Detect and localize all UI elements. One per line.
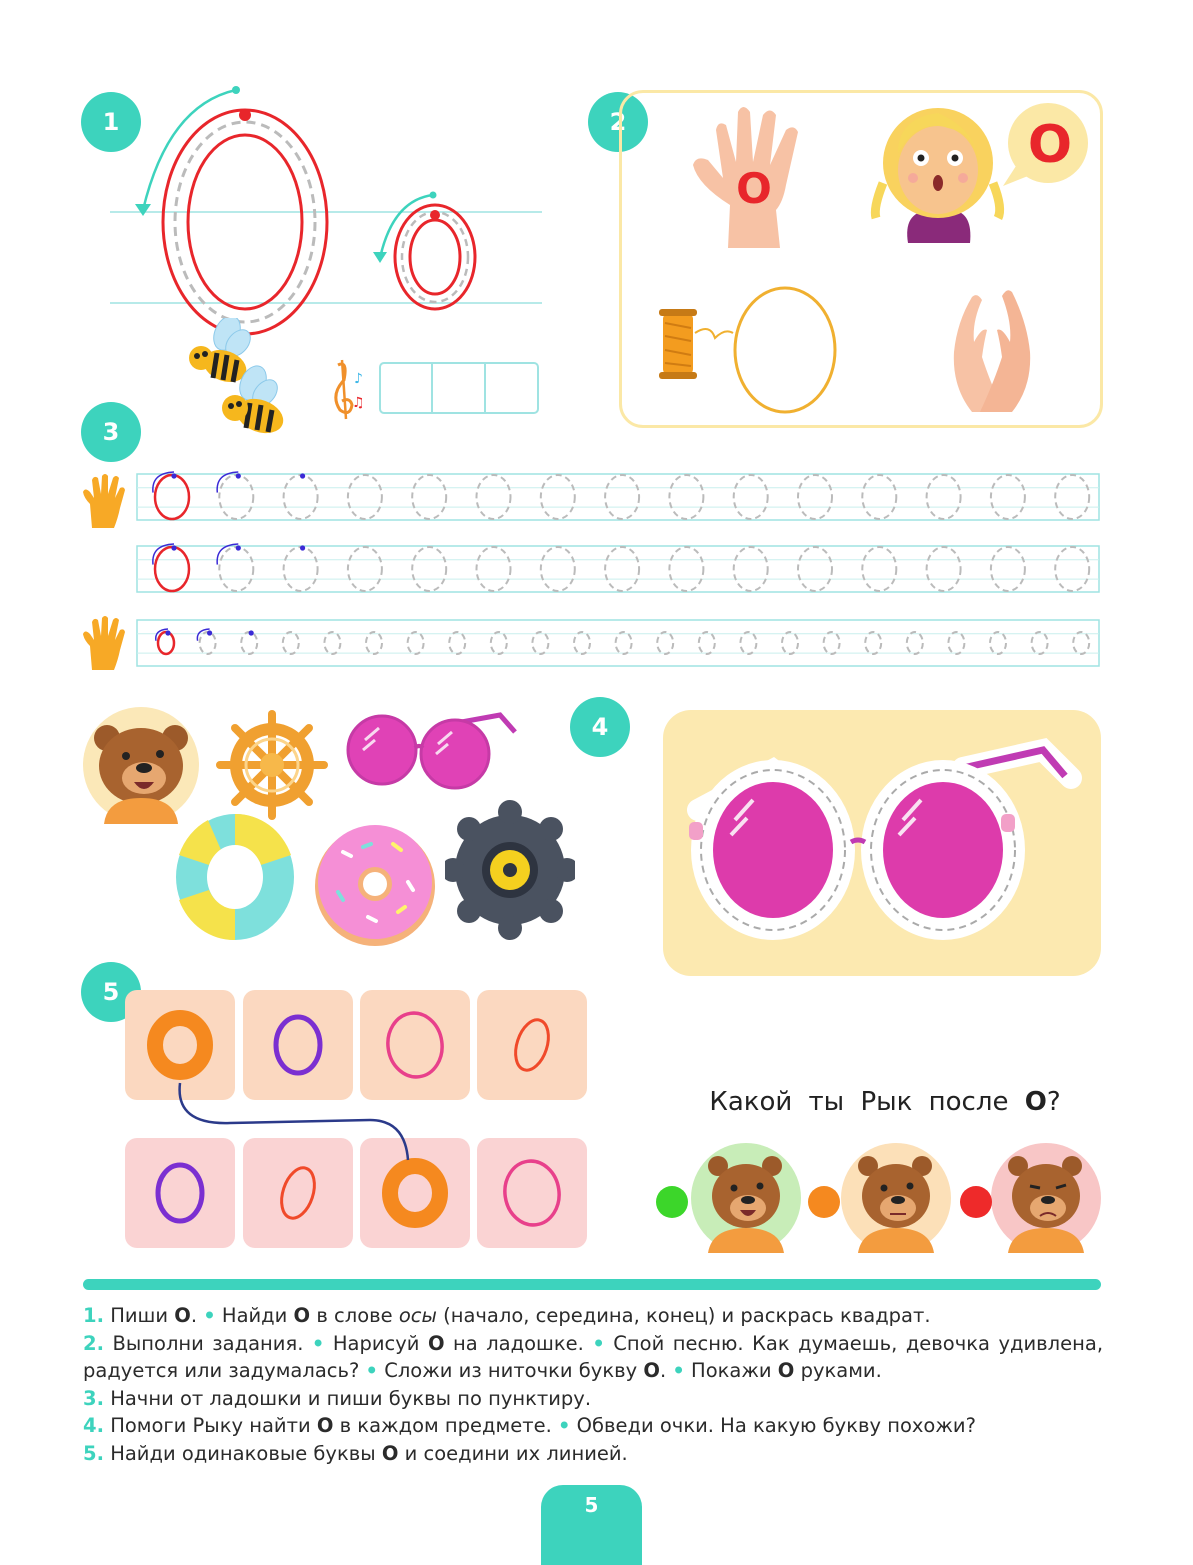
dashed-letter xyxy=(241,632,257,654)
svg-text:О: О xyxy=(1027,115,1073,175)
row-frame xyxy=(137,620,1099,666)
instruction-4: 4. Помоги Рыку найти О в каждом предмете. • Обведи очки. На какую букву похожи? xyxy=(83,1414,976,1438)
dashed-letter xyxy=(927,547,961,591)
happy-bear xyxy=(708,1156,784,1253)
page-number: 5 xyxy=(541,1485,642,1565)
dashed-letter xyxy=(862,475,896,519)
connecting-line xyxy=(170,1075,420,1165)
music-and-boxes xyxy=(322,355,544,425)
dashed-letter xyxy=(324,632,340,654)
dashed-letter xyxy=(348,547,382,591)
dashed-letter xyxy=(541,475,575,519)
hand-start-icon-2 xyxy=(80,614,130,672)
dashed-letter xyxy=(782,632,798,654)
orange-dot xyxy=(808,1186,840,1218)
singing-girl xyxy=(858,98,1098,248)
dashed-letter xyxy=(366,632,382,654)
bear-rik-avatar xyxy=(82,706,200,824)
pink-sunglasses xyxy=(345,710,520,790)
dashed-letter xyxy=(990,632,1006,654)
green-dot xyxy=(656,1186,688,1218)
svg-text:♫: ♫ xyxy=(352,395,365,411)
task-badge-2: 2 xyxy=(588,92,648,152)
mood-bears-row[interactable] xyxy=(650,1138,1110,1258)
svg-text:О: О xyxy=(736,164,772,213)
dashed-letter xyxy=(477,547,511,591)
dashed-letter xyxy=(348,475,382,519)
dashed-letter xyxy=(541,547,575,591)
dashed-letter xyxy=(824,632,840,654)
task-badge-5: 5 xyxy=(81,962,141,1022)
hand-start-icon xyxy=(80,472,130,530)
dashed-letter xyxy=(798,475,832,519)
dashed-letter xyxy=(1032,632,1048,654)
tire-wheel xyxy=(445,800,575,940)
swim-ring xyxy=(173,810,298,945)
dashed-letter xyxy=(284,547,318,591)
letter-tile-8[interactable] xyxy=(477,1138,587,1248)
dashed-letter xyxy=(657,632,673,654)
tracing-rows[interactable] xyxy=(136,470,1102,670)
sad-bear xyxy=(1008,1156,1084,1253)
dashed-letter xyxy=(1073,632,1089,654)
dashed-letter xyxy=(865,632,881,654)
letter-tile-4[interactable] xyxy=(477,990,587,1100)
palm-with-letter xyxy=(688,100,818,250)
dashed-letter xyxy=(284,475,318,519)
mood-question: Какой ты Рык после О? xyxy=(709,1087,1061,1117)
dashed-letter xyxy=(669,475,703,519)
dashed-letter xyxy=(605,475,639,519)
dashed-letter xyxy=(200,632,216,654)
sample-letter xyxy=(155,547,189,591)
bees-picture xyxy=(175,318,295,443)
dashed-letter xyxy=(219,475,253,519)
task-badge-1: 1 xyxy=(81,92,141,152)
ship-wheel xyxy=(212,708,332,823)
dashed-letter xyxy=(532,632,548,654)
dashed-letter xyxy=(412,475,446,519)
dashed-letter xyxy=(991,475,1025,519)
trace-the-glasses-panel[interactable] xyxy=(663,710,1101,976)
dashed-letter xyxy=(798,547,832,591)
hands-shaping-letter xyxy=(942,282,1042,417)
dashed-letter xyxy=(734,547,768,591)
dashed-letter xyxy=(477,475,511,519)
dashed-letter xyxy=(907,632,923,654)
dashed-letter xyxy=(991,547,1025,591)
dashed-letter xyxy=(574,632,590,654)
thread-spool-forming-letter xyxy=(655,278,845,418)
task-badge-3: 3 xyxy=(81,402,141,462)
svg-text:♪: ♪ xyxy=(354,371,363,387)
task-badge-4: 4 xyxy=(570,697,630,757)
instruction-1: 1. Пиши О. • Найди О в слове осы (начало, середина, конец) и раскрась квадрат. xyxy=(83,1304,931,1327)
instructions xyxy=(83,1302,1103,1468)
dashed-letter xyxy=(219,547,253,591)
dashed-letter xyxy=(449,632,465,654)
dashed-letter xyxy=(408,632,424,654)
donut xyxy=(313,822,438,947)
dashed-letter xyxy=(669,547,703,591)
dashed-letter xyxy=(1055,547,1089,591)
dashed-letter xyxy=(605,547,639,591)
red-dot xyxy=(960,1186,992,1218)
sample-letter xyxy=(155,475,189,519)
instruction-3: 3. Начни от ладошки и пиши буквы по пунктиру. xyxy=(83,1386,592,1410)
dashed-letter xyxy=(283,632,299,654)
dashed-letter xyxy=(1055,475,1089,519)
dashed-letter xyxy=(927,475,961,519)
sample-letter xyxy=(158,632,174,654)
dashed-letter xyxy=(734,475,768,519)
instruction-2: 2. Выполни задания. • Нарисуй О на ладошке. • Спой песню. Как думаешь, девочка удивлена, радуется или задумалась? • Сложи из ниточки букву О. • Покажи О руками. xyxy=(83,1331,1104,1383)
neutral-bear xyxy=(858,1156,934,1253)
dashed-letter xyxy=(740,632,756,654)
dashed-letter xyxy=(862,547,896,591)
instruction-5: 5. Найди одинаковые буквы О и соедини их линией. xyxy=(83,1441,628,1465)
dashed-letter xyxy=(412,547,446,591)
dashed-letter xyxy=(491,632,507,654)
dashed-letter xyxy=(948,632,964,654)
divider-bar xyxy=(83,1279,1101,1290)
dashed-letter xyxy=(616,632,632,654)
dashed-letter xyxy=(699,632,715,654)
